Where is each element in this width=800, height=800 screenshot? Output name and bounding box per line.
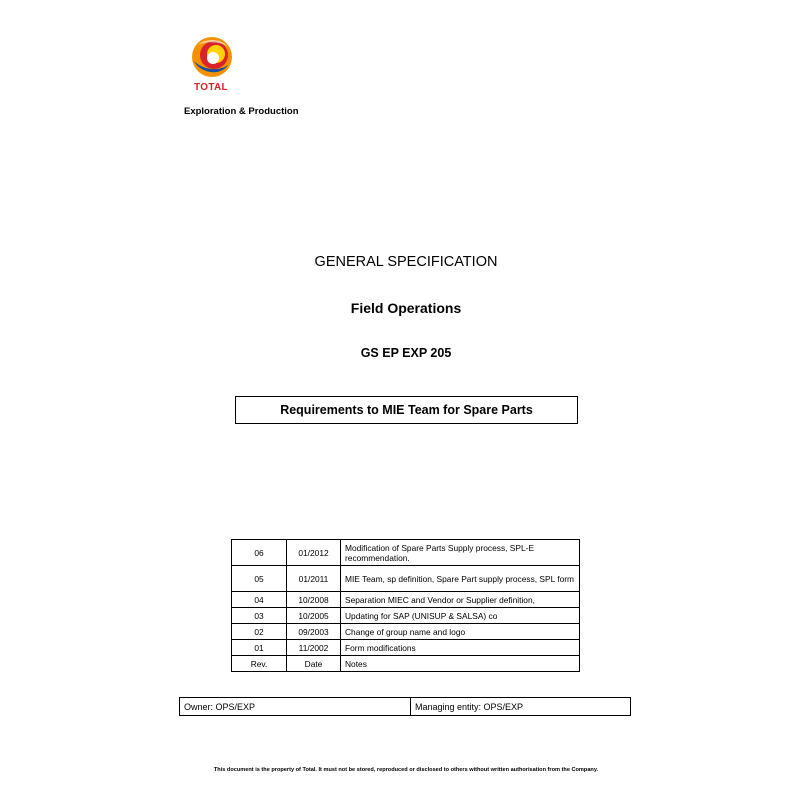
logo-wordmark: TOTAL — [194, 82, 228, 93]
table-row — [232, 540, 580, 566]
owner-label: Owner: OPS/EXP — [184, 701, 256, 712]
table-row — [232, 608, 580, 624]
rev-cell: 02 — [232, 624, 287, 640]
rev-cell: 03 — [232, 608, 287, 624]
notes-cell: Separation MIEC and Vendor or Supplier definition, — [341, 592, 580, 608]
owner-cell — [180, 698, 411, 715]
document-title-box — [235, 396, 578, 424]
notes-header: Notes — [341, 656, 580, 672]
total-logo-icon — [190, 35, 234, 79]
date-cell: 10/2008 — [287, 592, 341, 608]
document-type: GENERAL SPECIFICATION — [314, 254, 498, 270]
date-cell: 09/2003 — [287, 624, 341, 640]
notes-cell: Change of group name and logo — [341, 624, 580, 640]
notes-cell: Form modifications — [341, 640, 580, 656]
date-cell: 10/2005 — [287, 608, 341, 624]
document-subject: Field Operations — [350, 300, 462, 316]
table-header-row — [232, 656, 580, 672]
date-header: Date — [287, 656, 341, 672]
division-label: Exploration & Production — [184, 106, 299, 117]
property-notice: This document is the property of Total. It must not be stored, reproduced or disclosed to others without written authorisation from the Company. — [213, 767, 599, 773]
revision-table — [231, 539, 580, 672]
ownership-box — [179, 697, 631, 716]
document-code: GS EP EXP 205 — [360, 346, 452, 360]
managing-entity-cell — [411, 698, 630, 715]
rev-header: Rev. — [232, 656, 287, 672]
notes-cell: Updating for SAP (UNISUP & SALSA) co — [341, 608, 580, 624]
date-cell: 11/2002 — [287, 640, 341, 656]
table-row — [232, 592, 580, 608]
rev-cell: 06 — [232, 540, 287, 566]
rev-cell: 04 — [232, 592, 287, 608]
managing-entity-label: Managing entity: OPS/EXP — [415, 701, 524, 712]
date-cell: 01/2012 — [287, 540, 341, 566]
notes-cell: MIE Team, sp definition, Spare Part supply process, SPL form — [341, 566, 580, 592]
table-row — [232, 624, 580, 640]
table-row — [232, 640, 580, 656]
notes-cell: Modification of Spare Parts Supply process, SPL-E recommendation. — [341, 540, 580, 566]
date-cell: 01/2011 — [287, 566, 341, 592]
rev-cell: 05 — [232, 566, 287, 592]
table-row — [232, 566, 580, 592]
document-title: Requirements to MIE Team for Spare Parts — [280, 403, 533, 417]
rev-cell: 01 — [232, 640, 287, 656]
